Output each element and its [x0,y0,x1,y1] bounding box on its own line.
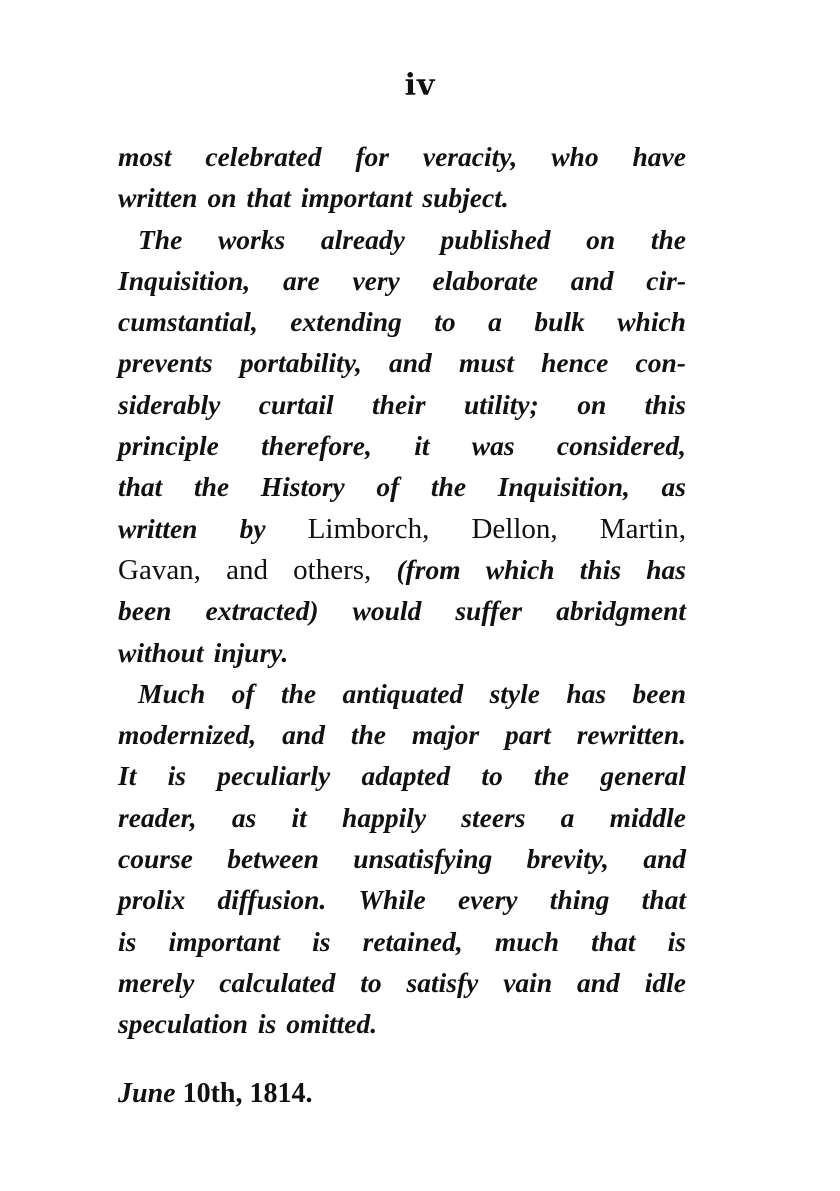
word: for [355,141,389,172]
text-line [118,714,686,755]
word: who [551,141,599,172]
word: written [118,182,198,214]
word: (from [396,553,461,585]
word: it [414,430,430,462]
word: extracted) [205,595,319,627]
word: Limborch, [307,512,430,545]
text-line [118,342,686,383]
word: rewritten. [576,719,686,751]
word: injury. [213,636,289,668]
word: subject. [422,182,509,214]
word: already [320,223,405,255]
word: on [586,223,616,255]
word: merely [118,966,195,998]
word: suffer [455,595,523,627]
word: to [481,760,503,792]
word: unsatisfying [353,843,493,875]
word: been [118,595,172,627]
text-line [118,219,686,260]
word: celebrated [205,141,322,172]
word: reader, [118,801,197,833]
word: important [168,925,281,957]
text-line [118,962,686,1003]
word: which [617,306,686,338]
word: and [570,264,614,296]
text-line [118,797,686,838]
word: has [566,677,607,709]
word: is [167,760,186,792]
word: their [372,388,426,420]
word: Inquisition, [118,264,251,296]
word: on [577,388,607,420]
word: idle [644,966,686,998]
word: thing [549,884,610,916]
word: principle [118,430,219,462]
text-line [118,921,686,962]
word: as [231,801,257,833]
word: to [360,966,382,998]
word: is [667,925,686,957]
page-number: iv [404,68,436,103]
word: the [193,471,230,503]
word: veracity, [422,141,518,172]
word: was [471,430,515,462]
word: and [389,347,432,379]
word: are [283,264,320,296]
word: that [591,925,636,957]
word: portability, [239,347,362,379]
word: this [579,553,622,585]
date-day: 10th, [182,1078,243,1109]
word: is [118,925,137,957]
word: Gavan, [118,553,201,586]
date-year: 1814. [249,1078,313,1109]
word: siderably [118,388,221,420]
word: very [352,264,400,296]
text-line [118,549,686,590]
word: Much [138,677,206,709]
word: on [207,182,237,214]
text-line [118,301,686,342]
word: happily [342,801,427,833]
word: would [352,595,422,627]
word: the [533,760,570,792]
word: the [280,677,317,709]
date-month: June [118,1078,176,1109]
preface-text [118,136,686,1045]
word: and [643,843,686,875]
word: general [600,760,686,792]
word: written [118,512,198,544]
word: every [457,884,518,916]
word: and [577,966,620,998]
word: much [494,925,560,957]
text-line [118,879,686,920]
word: has [646,553,686,585]
word: The [138,223,183,255]
word: diffusion. [217,884,327,916]
word: of [376,471,400,503]
word: steers [461,801,526,833]
word: the [350,719,386,751]
word: been [632,677,686,709]
text-line [118,136,686,177]
word: the [650,223,686,255]
word: utility; [463,388,539,420]
word: Dellon, [471,512,558,545]
text-line [118,508,686,549]
text-line [118,673,686,714]
text-line [118,1003,686,1044]
text-line [118,425,686,466]
word: speculation [118,1008,248,1040]
word: to [434,306,456,338]
word: this [644,388,686,420]
word: calculated [219,966,336,998]
text-line [118,755,686,796]
word: satisfy [406,966,479,998]
word: important [300,182,413,214]
word: is [257,1008,277,1040]
word: While [358,884,426,916]
text-line [118,177,686,218]
word: that [246,182,291,214]
word: a [560,801,575,833]
word: hence [541,347,609,379]
word: retained, [362,925,463,957]
word: as [661,471,686,503]
word: style [489,677,540,709]
word: and [282,719,325,751]
word: modernized, [118,719,257,751]
word: a [488,306,502,338]
word: con- [635,347,686,379]
word: cir- [646,264,686,296]
word: considered, [556,430,686,462]
word: brevity, [526,843,609,875]
word: by [239,512,266,544]
word: without [118,636,204,668]
word: cumstantial, [118,306,258,338]
text-line [118,590,686,631]
word: major [411,719,480,751]
word: works [217,223,286,255]
word: middle [609,801,686,833]
text-line [118,384,686,425]
word: prevents [118,347,213,379]
word: of [231,677,255,709]
word: that [118,471,163,503]
text-line [118,466,686,507]
word: have [632,141,686,172]
word: published [440,223,551,255]
word: which [485,553,555,585]
word: and [226,553,268,586]
word: the [430,471,467,503]
text-line [118,260,686,301]
word: is [312,925,331,957]
word: course [118,843,193,875]
word: it [291,801,307,833]
word: prolix [118,884,186,916]
word: It [118,760,137,792]
preface-date [118,1078,312,1110]
word: elaborate [432,264,538,296]
word: between [227,843,319,875]
word: antiquated [342,677,464,709]
word: must [458,347,514,379]
word: most [118,141,172,172]
word: adapted [361,760,451,792]
word: that [641,884,686,916]
word: curtail [258,388,334,420]
text-line [118,838,686,879]
word: peculiarly [217,760,331,792]
word: abridgment [556,595,686,627]
word: omitted. [286,1008,378,1040]
word: part [505,719,551,751]
word: Inquisition, [497,471,630,503]
word: others, [293,553,372,586]
text-line [118,632,686,673]
word: extending [290,306,402,338]
word: therefore, [261,430,372,462]
word: History [260,471,345,503]
word: vain [503,966,553,998]
word: bulk [534,306,585,338]
word: Martin, [599,512,686,545]
